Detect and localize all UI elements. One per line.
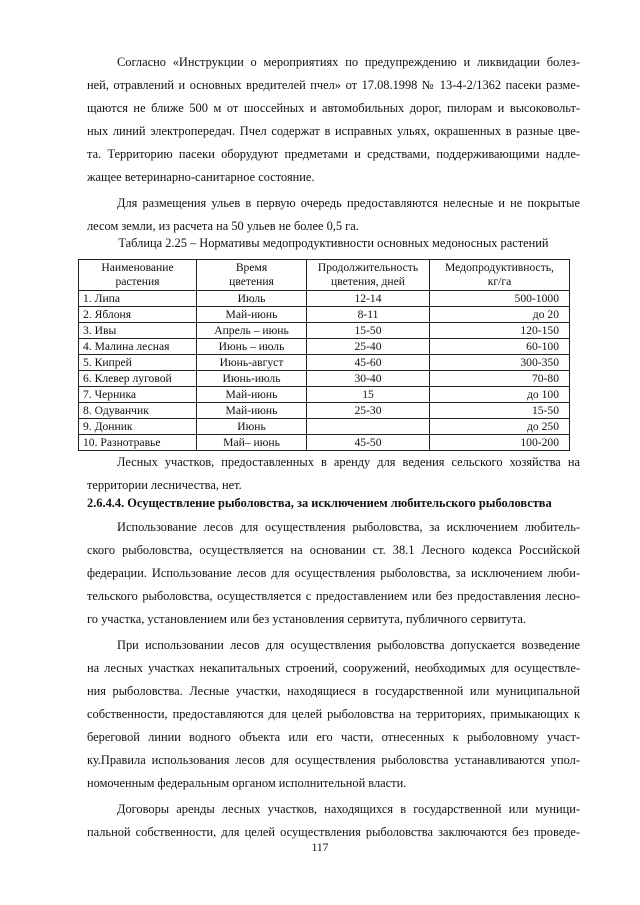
text-line: пальной собственности, для целей осуществления рыболовства заключаются без проведе- — [87, 825, 580, 839]
text-line: номоченным федеральным органом исполнительной власти. — [87, 776, 407, 790]
fishing-paragraphs — [87, 516, 580, 844]
header-bloom-time: Время цветения — [197, 260, 307, 291]
table-row: 6. Клевер луговой Июнь-июль 30-40 70-80 — [79, 371, 570, 387]
honey-productivity-table — [78, 259, 570, 451]
section-heading: 2.6.4.4. Осуществление рыболовства, за исключением любительского рыболовства — [87, 496, 552, 510]
text-line: лесом земли, из расчета на 50 ульев не более 0,5 га. — [87, 219, 359, 233]
text-line: ского рыболовства, осуществляется на основании ст. 38.1 Лесного кодекса Российской — [87, 543, 580, 557]
table-row: 3. Ивы Апрель – июнь 15-50 120-150 — [79, 323, 570, 339]
header-bloom-duration: Продолжительность цветения, дней — [307, 260, 430, 291]
text-line: Согласно «Инструкции о мероприятиях по предупреждению и ликвидации болез- — [117, 55, 580, 69]
table-row: 1. Липа Июль 12-14 500-1000 — [79, 291, 570, 307]
table-row: 4. Малина лесная Июнь – июль 25-40 60-100 — [79, 339, 570, 355]
text-line: ней, отравлений и основных вредителей пчел» от 17.08.1998 № 13-4-2/1362 пасеки разме- — [87, 78, 580, 92]
text-line: ных линий электропередач. Пчел содержат в исправных ульях, окрашенных в разные цве- — [87, 124, 580, 138]
text-line: собственности, предоставляются для целей рыболовства на территориях, примыкающих к — [87, 707, 580, 721]
table-row: 9. Донник Июнь до 250 — [79, 419, 570, 435]
text-line: го участка, установлением или без установления сервитута, публичного сервитута. — [87, 612, 527, 626]
header-honey-productivity: Медопродуктивность, кг/га — [430, 260, 570, 291]
table-row: 7. Черника Май-июнь 15 до 100 — [79, 387, 570, 403]
text-line: федерации. Использование лесов для осуществления рыболовства, за исключением люби- — [87, 566, 580, 580]
page-number: 117 — [311, 842, 329, 854]
lease-paragraph — [87, 451, 580, 497]
table-row: 10. Разнотравье Май– июнь 45-50 100-200 — [79, 435, 570, 451]
text-line: территории лесничества, нет. — [87, 478, 242, 492]
intro-paragraphs — [87, 51, 580, 238]
text-line: тельского рыболовства, осуществляется с предоставлением или без предоставления лесно- — [87, 589, 580, 603]
header-plant-name: Наименование растения — [79, 260, 197, 291]
text-line: Лесных участков, предоставленных в аренду для ведения сельского хозяйства на — [117, 455, 580, 469]
text-line: Для размещения ульев в первую очередь предоставляются нелесные и не покрытые — [117, 196, 580, 210]
text-line: жащее ветеринарно-санитарное состояние. — [87, 170, 315, 184]
text-line: щаются не ближе 500 м от шоссейных и автомобильных дорог, пилорам и высоковольт- — [87, 101, 580, 115]
table-row: 8. Одуванчик Май-июнь 25-30 15-50 — [79, 403, 570, 419]
text-line: При использовании лесов для осуществления рыболовства допускается возведение — [117, 638, 580, 652]
text-line: Использование лесов для осуществления рыболовства, за исключением любитель- — [117, 520, 580, 534]
text-line: та. Территорию пасеки оборудуют предметами и средствами, поддерживающими надле- — [87, 147, 580, 161]
text-line: береговой линии водного объекта или его части, отнесенных к рыболовному участ- — [87, 730, 580, 744]
text-line: на лесных участках некапитальных строений, сооружений, необходимых для осуществле- — [87, 661, 580, 675]
table-header-row — [79, 260, 570, 291]
text-line: ния рыболовства. Лесные участки, находящиеся в государственной или муниципальной — [87, 684, 580, 698]
table-row: 5. Кипрей Июнь-август 45-60 300-350 — [79, 355, 570, 371]
table-caption: Таблица 2.25 – Нормативы медопродуктивности основных медоносных растений — [118, 236, 549, 250]
text-line: Договоры аренды лесных участков, находящихся в государственной или муници- — [117, 802, 580, 816]
text-line: ку.Правила использования лесов для осуществления рыболовства устанавливаются упол- — [87, 753, 580, 767]
table-row: 2. Яблоня Май-июнь 8-11 до 20 — [79, 307, 570, 323]
